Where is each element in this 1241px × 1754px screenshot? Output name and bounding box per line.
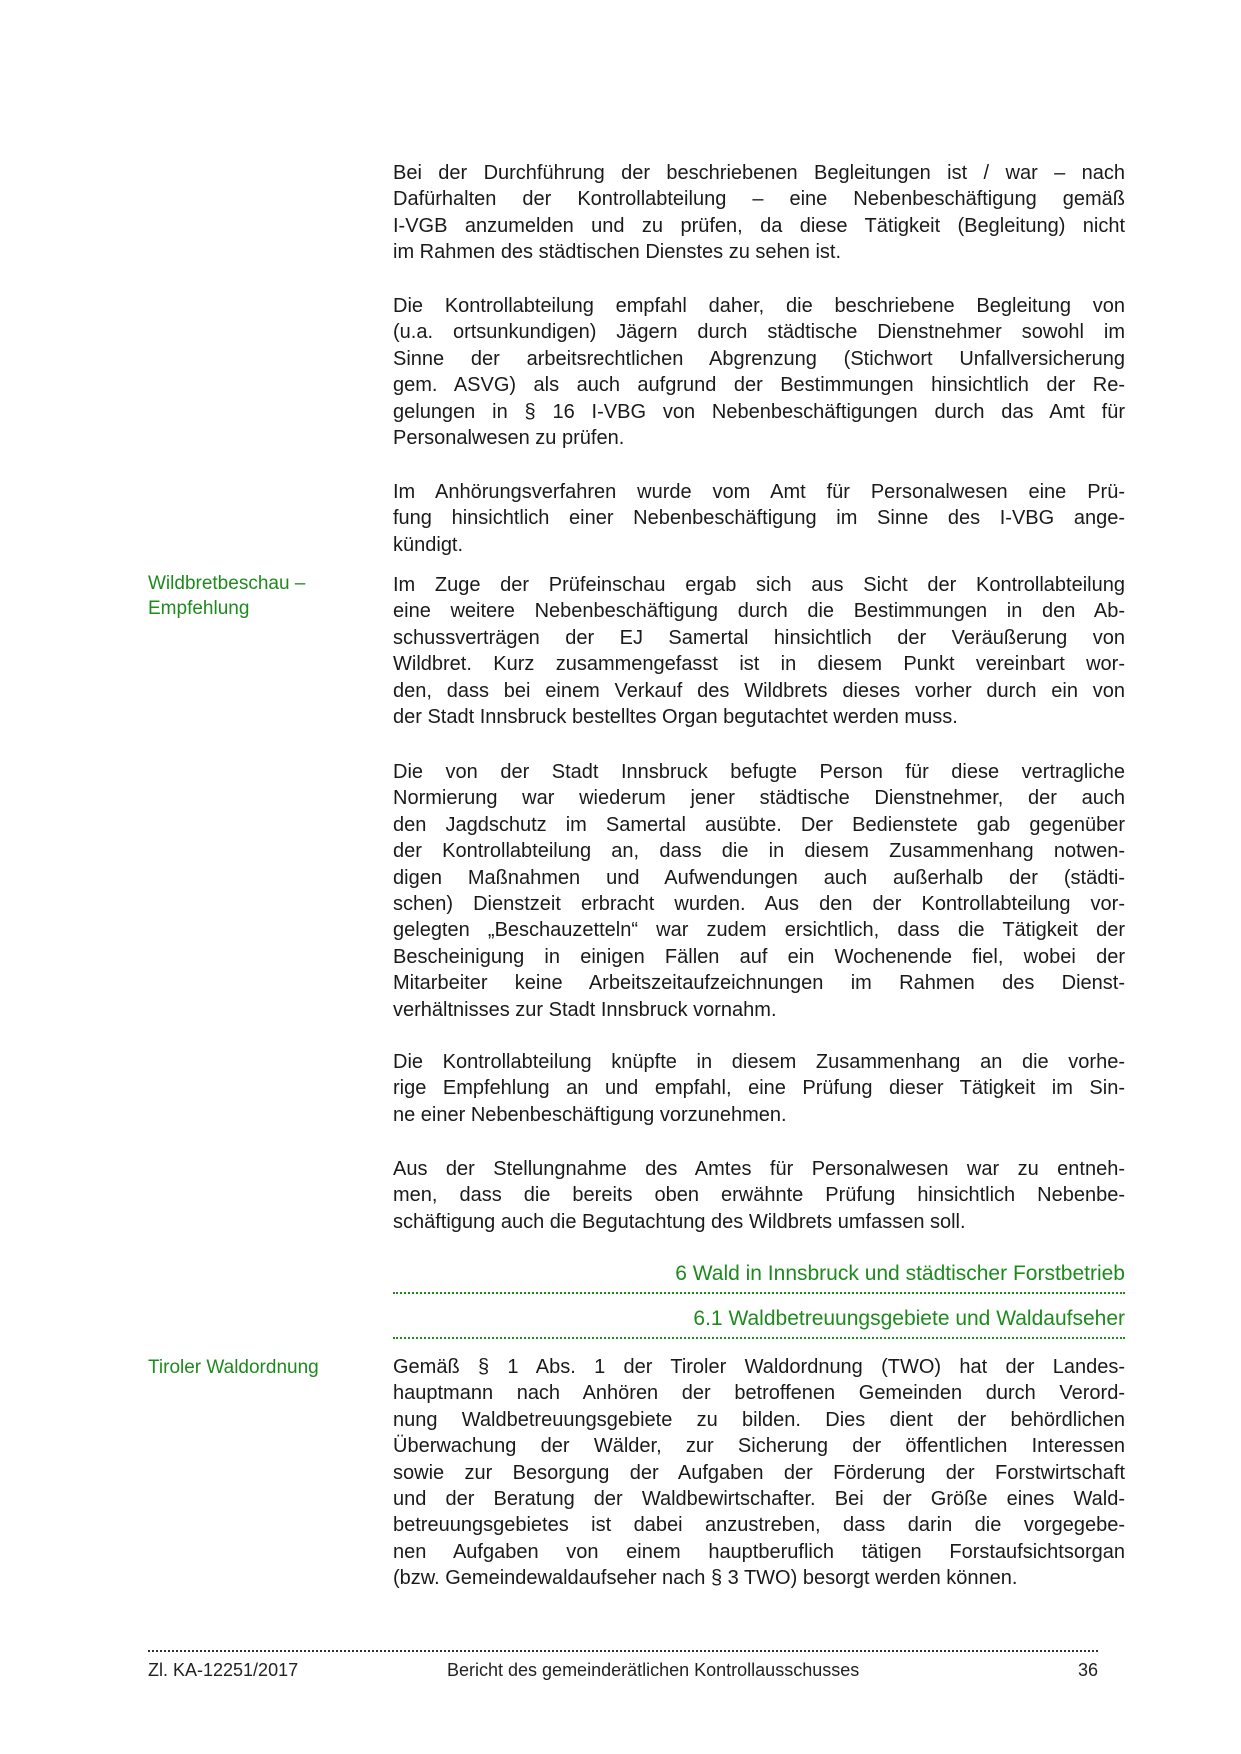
paragraph-line: nen Aufgaben von einem hauptberuflich tätigen Forstaufsichtsorgan: [393, 1540, 1125, 1563]
paragraph-line: den, dass bei einem Verkauf des Wildbrets dieses vorher durch ein von: [393, 679, 1125, 702]
paragraph-line: den Jagdschutz im Samertal ausübte. Der Bedienstete gab gegenüber: [393, 813, 1125, 836]
paragraph-line: Die Kontrollabteilung empfahl daher, die beschriebene Begleitung von: [393, 295, 1125, 317]
footer-reference: Zl. KA-12251/2017: [148, 1660, 299, 1680]
paragraph-line: kündigt.: [393, 533, 464, 556]
footer-divider: [148, 1650, 1098, 1652]
paragraph-line: schäftigung auch die Begutachtung des Wildbrets umfassen soll.: [393, 1210, 966, 1233]
paragraph-line: hauptmann nach Anhören der betroffenen Gemeinden durch Verord-: [393, 1382, 1125, 1405]
paragraph-line: Gemäß § 1 Abs. 1 der Tiroler Waldordnung (TWO) hat der Landes-: [393, 1356, 1125, 1378]
paragraph-line: sowie zur Besorgung der Aufgaben der Förderung der Forstwirtschaft: [393, 1461, 1125, 1484]
body-paragraph: [393, 293, 1125, 451]
margin-note-wildbretbeschau: [148, 571, 348, 621]
body-paragraph: [393, 1354, 1125, 1592]
paragraph-line: Mitarbeiter keine Arbeitszeitaufzeichnungen im Rahmen des Dienst-: [393, 972, 1125, 995]
paragraph-line: Wildbret. Kurz zusammengefasst ist in diesem Punkt vereinbart wor-: [393, 653, 1125, 676]
paragraph-line: verhältnisses zur Stadt Innsbruck vornahm.: [393, 998, 777, 1021]
paragraph-line: nung Waldbetreuungsgebiete zu bilden. Dies dient der behördlichen: [393, 1408, 1125, 1431]
paragraph-line: Normierung war wiederum jener städtische Dienstnehmer, der auch: [393, 787, 1125, 810]
footer-title: Bericht des gemeinderätlichen Kontrollausschusses: [447, 1660, 860, 1680]
paragraph-line: Aus der Stellungnahme des Amtes für Personalwesen war zu entneh-: [393, 1158, 1125, 1180]
body-paragraph: [393, 479, 1125, 558]
paragraph-line: betreuungsgebietes ist dabei anzustreben, dass darin die vorgegebe-: [393, 1514, 1125, 1537]
paragraph-line: Personalwesen zu prüfen.: [393, 426, 625, 449]
paragraph-line: (u.a. ortsunkundigen) Jägern durch städtische Dienstnehmer sowohl im: [393, 321, 1125, 344]
body-paragraph: [393, 572, 1125, 730]
paragraph-line: Überwachung der Wälder, zur Sicherung der öffentlichen Interessen: [393, 1435, 1125, 1458]
margin-note-line: Empfehlung: [148, 598, 250, 619]
paragraph-line: der Stadt Innsbruck bestelltes Organ begutachtet werden muss.: [393, 705, 958, 728]
body-paragraph: [393, 759, 1125, 1023]
paragraph-line: Bescheinigung in einigen Fällen auf ein Wochenende fiel, wobei der: [393, 945, 1125, 968]
body-paragraph: [393, 160, 1125, 266]
paragraph-line: und der Beratung der Waldbewirtschafter. Bei der Größe eines Wald-: [393, 1487, 1125, 1510]
paragraph-line: digen Maßnahmen und Aufwendungen auch außerhalb der (städti-: [393, 866, 1125, 889]
paragraph-line: gem. ASVG) als auch aufgrund der Bestimmungen hinsichtlich der Re-: [393, 374, 1125, 397]
margin-note-waldordnung: Tiroler Waldordnung: [148, 1357, 319, 1378]
paragraph-line: Die von der Stadt Innsbruck befugte Person für diese vertragliche: [393, 761, 1125, 783]
margin-note-line: Wildbretbeschau –: [148, 573, 306, 594]
paragraph-line: I-VGB anzumelden und zu prüfen, da diese Tätigkeit (Begleitung) nicht: [393, 214, 1125, 237]
section-heading-6-1: 6.1 Waldbetreuungsgebiete und Waldaufseher: [393, 1307, 1125, 1339]
paragraph-line: Dafürhalten der Kontrollabteilung – eine Nebenbeschäftigung gemäß: [393, 188, 1125, 211]
paragraph-line: im Rahmen des städtischen Dienstes zu sehen ist.: [393, 241, 841, 264]
paragraph-line: eine weitere Nebenbeschäftigung durch die Bestimmungen in den Ab-: [393, 600, 1125, 623]
paragraph-line: Im Anhörungsverfahren wurde vom Amt für Personalwesen eine Prü-: [393, 481, 1125, 503]
paragraph-line: Sinne der arbeitsrechtlichen Abgrenzung (Stichwort Unfallversicherung: [393, 347, 1125, 370]
body-paragraph: [393, 1049, 1125, 1128]
paragraph-line: rige Empfehlung an und empfahl, eine Prüfung dieser Tätigkeit im Sin-: [393, 1077, 1125, 1100]
paragraph-line: Die Kontrollabteilung knüpfte in diesem Zusammenhang an die vorhe-: [393, 1051, 1125, 1073]
paragraph-line: schussverträgen der EJ Samertal hinsichtlich der Veräußerung von: [393, 626, 1125, 649]
paragraph-line: gelegten „Beschauzetteln“ war zudem ersichtlich, dass die Tätigkeit der: [393, 919, 1125, 942]
paragraph-line: men, dass die bereits oben erwähnte Prüfung hinsichtlich Nebenbe-: [393, 1184, 1125, 1207]
paragraph-line: gelungen in § 16 I-VBG von Nebenbeschäftigungen durch das Amt für: [393, 400, 1125, 423]
paragraph-line: der Kontrollabteilung an, dass die in diesem Zusammenhang notwen-: [393, 840, 1125, 863]
body-paragraph: [393, 1156, 1125, 1235]
section-heading-6: 6 Wald in Innsbruck und städtischer Forstbetrieb: [393, 1262, 1125, 1294]
paragraph-line: fung hinsichtlich einer Nebenbeschäftigung im Sinne des I-VBG ange-: [393, 507, 1125, 530]
page-number: 36: [1078, 1660, 1099, 1680]
paragraph-line: Bei der Durchführung der beschriebenen Begleitungen ist / war – nach: [393, 162, 1125, 184]
paragraph-line: Im Zuge der Prüfeinschau ergab sich aus Sicht der Kontrollabteilung: [393, 574, 1125, 596]
paragraph-line: (bzw. Gemeindewaldaufseher nach § 3 TWO) besorgt werden können.: [393, 1567, 1018, 1590]
paragraph-line: schen) Dienstzeit erbracht wurden. Aus den der Kontrollabteilung vor-: [393, 892, 1125, 915]
paragraph-line: ne einer Nebenbeschäftigung vorzunehmen.: [393, 1103, 787, 1126]
